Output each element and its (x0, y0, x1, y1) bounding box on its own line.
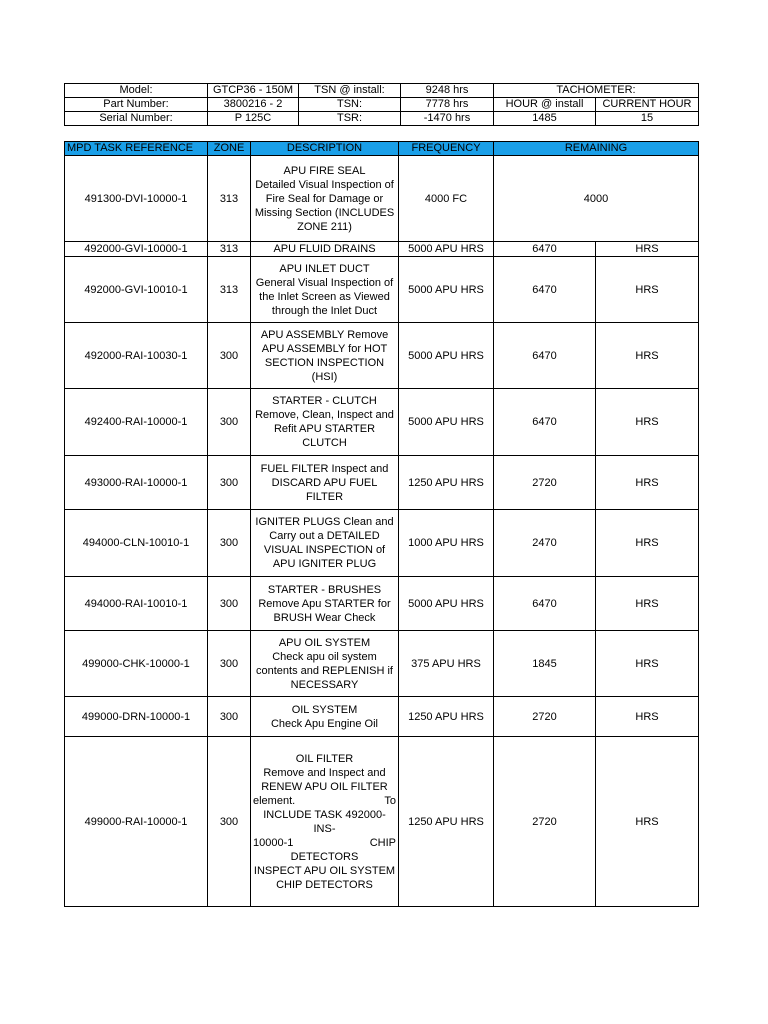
part-number-label: Part Number: (65, 98, 208, 112)
description-line (253, 808, 396, 836)
description-segment: element. (253, 794, 296, 807)
task-remaining: 6470 (494, 323, 596, 389)
table-row (65, 257, 699, 323)
task-reference: 493000-RAI-10000-1 (65, 456, 208, 510)
task-reference: 499000-DRN-10000-1 (65, 697, 208, 737)
description-line: contents and REPLENISH if (256, 664, 393, 677)
description-line: (HSI) (311, 370, 338, 383)
task-description (251, 456, 399, 510)
task-frequency: 5000 APU HRS (399, 323, 494, 389)
description-line: General Visual Inspection of (255, 276, 394, 289)
current-hour-label: CURRENT HOUR (596, 98, 699, 112)
task-description (251, 242, 399, 257)
task-zone: 300 (208, 323, 251, 389)
description-line: APU INLET DUCT (279, 262, 370, 275)
task-zone: 300 (208, 577, 251, 631)
serial-number-value: P 125C (208, 112, 299, 126)
task-zone: 300 (208, 737, 251, 907)
serial-number-label: Serial Number: (65, 112, 208, 126)
description-line: CLUTCH (302, 437, 347, 449)
description-line: Missing Section (INCLUDES (254, 206, 395, 219)
description-line: STARTER - BRUSHES (267, 583, 382, 596)
description-segment: CHIP (369, 836, 396, 849)
header-remaining: REMAINING (494, 142, 699, 156)
description-line: CHIP DETECTORS (276, 878, 373, 891)
task-frequency: 5000 APU HRS (399, 242, 494, 257)
description-line: RENEW APU OIL FILTER (261, 780, 388, 793)
task-reference: 492400-RAI-10000-1 (65, 389, 208, 456)
task-remaining: 2720 (494, 737, 596, 907)
task-remaining-unit: HRS (596, 242, 699, 257)
task-description (251, 737, 399, 907)
task-reference: 494000-CLN-10010-1 (65, 510, 208, 577)
task-remaining: 6470 (494, 242, 596, 257)
table-row (65, 577, 699, 631)
task-remaining-unit: HRS (596, 737, 699, 907)
description-line: APU ASSEMBLY for HOT (261, 342, 388, 355)
description-line: APU FIRE SEAL (283, 164, 366, 177)
task-remaining-unit: HRS (596, 323, 699, 389)
part-number-value: 3800216 - 2 (208, 98, 299, 112)
table-row (65, 456, 699, 510)
description-line: STARTER - CLUTCH (272, 395, 377, 407)
task-frequency: 1250 APU HRS (399, 456, 494, 510)
table-row (65, 631, 699, 697)
table-row (65, 510, 699, 577)
mpd-task-table (64, 141, 699, 907)
description-line: NECESSARY (290, 678, 359, 691)
task-description (251, 257, 399, 323)
hour-install-value: 1485 (494, 112, 596, 126)
task-reference: 494000-RAI-10010-1 (65, 577, 208, 631)
description-line: Fire Seal for Damage or (265, 192, 384, 205)
tsr-value: -1470 hrs (401, 112, 494, 126)
task-zone: 300 (208, 389, 251, 456)
description-line: BRUSH Wear Check (273, 611, 376, 624)
task-reference: 491300-DVI-10000-1 (65, 156, 208, 242)
header-zone: ZONE (208, 142, 251, 156)
task-description (251, 510, 399, 577)
description-line: Check Apu Engine Oil (270, 717, 378, 730)
task-frequency: 5000 APU HRS (399, 389, 494, 456)
tachometer-label: TACHOMETER: (494, 84, 699, 98)
description-line: VISUAL INSPECTION of (263, 544, 386, 556)
description-line: FUEL FILTER Inspect and (260, 462, 389, 475)
task-zone: 300 (208, 697, 251, 737)
task-description (251, 156, 399, 242)
description-line: ZONE 211) (297, 220, 352, 233)
task-zone: 300 (208, 456, 251, 510)
task-description (251, 389, 399, 456)
task-remaining-unit: HRS (596, 510, 699, 577)
description-line: Carry out a DETAILED (269, 530, 380, 542)
header-description: DESCRIPTION (251, 142, 399, 156)
tsr-label: TSR: (299, 112, 401, 126)
task-zone: 300 (208, 510, 251, 577)
task-reference: 492000-GVI-10010-1 (65, 257, 208, 323)
description-line (253, 794, 396, 808)
task-frequency: 5000 APU HRS (399, 257, 494, 323)
current-hour-value: 15 (596, 112, 699, 126)
description-segment: 10000-1 (253, 836, 294, 849)
model-value: GTCP36 - 150M (208, 84, 299, 98)
description-line: APU IGNITER PLUG (272, 558, 377, 570)
task-zone: 300 (208, 631, 251, 697)
task-remaining: 6470 (494, 577, 596, 631)
table-row (65, 242, 699, 257)
table-row (65, 389, 699, 456)
description-segment: INCLUDE TASK 492000-INS- (263, 808, 386, 835)
task-description (251, 323, 399, 389)
description-line: DISCARD APU FUEL (271, 476, 378, 489)
table-row (65, 323, 699, 389)
description-line: APU OIL SYSTEM (278, 636, 371, 649)
task-remaining: 2720 (494, 456, 596, 510)
description-segment: To (384, 794, 396, 807)
task-reference: 492000-RAI-10030-1 (65, 323, 208, 389)
task-remaining-unit: HRS (596, 456, 699, 510)
task-remaining-unit: HRS (596, 631, 699, 697)
aircraft-info-table (64, 83, 699, 126)
task-description (251, 577, 399, 631)
task-description (251, 631, 399, 697)
description-line: Refit APU STARTER (273, 423, 376, 435)
hour-install-label: HOUR @ install (494, 98, 596, 112)
description-line: Detailed Visual Inspection of (255, 178, 394, 191)
tsn-install-label: TSN @ install: (299, 84, 401, 98)
task-remaining: 2470 (494, 510, 596, 577)
task-remaining-unit: HRS (596, 389, 699, 456)
description-line: OIL SYSTEM (291, 703, 358, 716)
tsn-install-value: 9248 hrs (401, 84, 494, 98)
task-remaining-unit: HRS (596, 257, 699, 323)
task-table-header (65, 142, 699, 156)
task-remaining: 6470 (494, 389, 596, 456)
table-row (65, 156, 699, 242)
description-line: Remove and Inspect and (263, 766, 386, 779)
description-line: DETECTORS (290, 850, 359, 863)
model-label: Model: (65, 84, 208, 98)
description-line: APU ASSEMBLY Remove (260, 328, 389, 341)
description-line: the Inlet Screen as Viewed (259, 290, 390, 303)
tsn-label: TSN: (299, 98, 401, 112)
task-zone: 313 (208, 242, 251, 257)
task-remaining: 2720 (494, 697, 596, 737)
task-remaining-unit: HRS (596, 577, 699, 631)
task-frequency: 4000 FC (399, 156, 494, 242)
task-reference: 499000-CHK-10000-1 (65, 631, 208, 697)
task-reference: 492000-GVI-10000-1 (65, 242, 208, 257)
description-line: SECTION INSPECTION (264, 356, 385, 369)
task-remaining: 4000 (494, 156, 699, 242)
header-task-reference: MPD TASK REFERENCE (65, 142, 208, 156)
description-line: Check apu oil system (272, 650, 377, 663)
header-frequency: FREQUENCY (399, 142, 494, 156)
task-frequency: 1250 APU HRS (399, 697, 494, 737)
description-line: APU FLUID DRAINS (273, 243, 376, 255)
description-line: IGNITER PLUGS Clean and (255, 516, 394, 528)
description-line (253, 836, 396, 850)
task-zone: 313 (208, 257, 251, 323)
description-line: through the Inlet Duct (271, 304, 378, 317)
table-row (65, 737, 699, 907)
description-line: Remove Apu STARTER for (258, 597, 391, 610)
task-remaining: 6470 (494, 257, 596, 323)
tsn-value: 7778 hrs (401, 98, 494, 112)
description-line: OIL FILTER (295, 752, 354, 765)
description-line: FILTER (305, 490, 344, 503)
task-frequency: 1250 APU HRS (399, 737, 494, 907)
task-remaining: 1845 (494, 631, 596, 697)
task-remaining-unit: HRS (596, 697, 699, 737)
task-frequency: 1000 APU HRS (399, 510, 494, 577)
task-frequency: 5000 APU HRS (399, 577, 494, 631)
table-row (65, 697, 699, 737)
task-frequency: 375 APU HRS (399, 631, 494, 697)
description-line: Remove, Clean, Inspect and (255, 409, 394, 421)
task-description (251, 697, 399, 737)
task-reference: 499000-RAI-10000-1 (65, 737, 208, 907)
task-zone: 313 (208, 156, 251, 242)
description-line: INSPECT APU OIL SYSTEM (253, 864, 396, 877)
